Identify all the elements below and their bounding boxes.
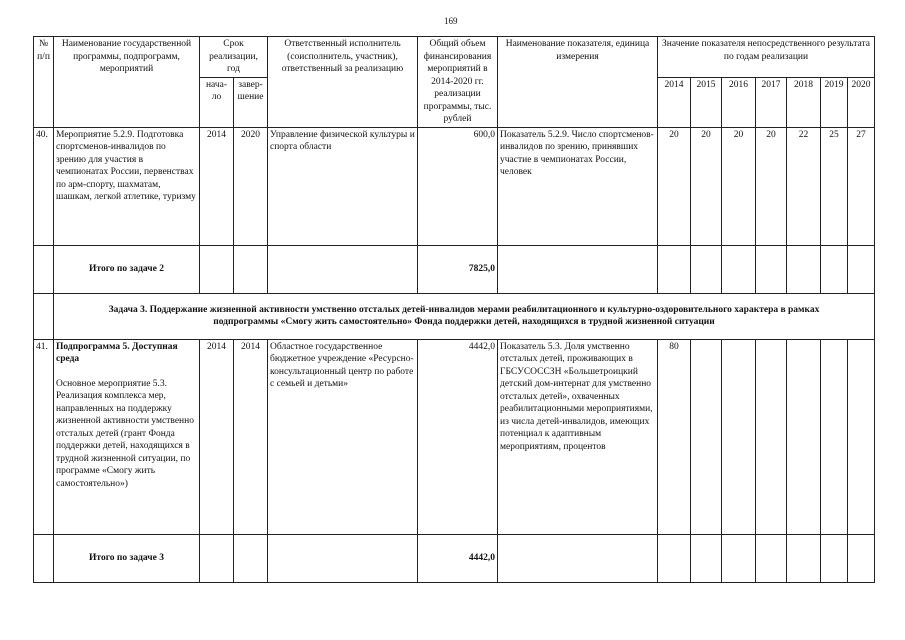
table-row bbox=[34, 127, 875, 245]
value-2017: 20 bbox=[756, 127, 787, 245]
header-values-title: Значение показателя непосредственного результата по годам реализации bbox=[658, 37, 875, 78]
year-2018: 2018 bbox=[787, 77, 821, 127]
value-2014: 80 bbox=[658, 339, 691, 534]
row-executor: Областное государственное бюджетное учреждение «Ресурсно-консультационный центр по работе с семьей и детьми» bbox=[268, 339, 418, 534]
row-executor: Управление физической культуры и спорта области bbox=[268, 127, 418, 245]
total-label: Итого по задаче 2 bbox=[54, 245, 200, 293]
program-table bbox=[33, 36, 875, 583]
year-2017: 2017 bbox=[756, 77, 787, 127]
header-term-end: завер-шение bbox=[234, 77, 268, 127]
value-2016: 20 bbox=[722, 127, 756, 245]
year-2020: 2020 bbox=[848, 77, 875, 127]
header-name: Наименование государственной программы, подпрограмм, мероприятий bbox=[54, 37, 200, 128]
task-heading bbox=[54, 293, 875, 339]
value-2015 bbox=[691, 339, 722, 534]
year-2016: 2016 bbox=[722, 77, 756, 127]
total-row bbox=[34, 534, 875, 582]
year-2015: 2015 bbox=[691, 77, 722, 127]
row-funding: 4442,0 bbox=[418, 339, 498, 534]
row-funding: 600,0 bbox=[418, 127, 498, 245]
table-row bbox=[34, 339, 875, 534]
row-name: Основное мероприятие 5.3. Реализация комплекса мер, направленных на поддержку жизненной активности умственно отсталых детей (грант Фонда поддержки детей, находящихся в трудной жизненной ситуации, по программе «Смогу жить самостоятельно») bbox=[56, 378, 194, 489]
total-row bbox=[34, 245, 875, 293]
value-2019 bbox=[821, 339, 848, 534]
value-2018 bbox=[787, 339, 821, 534]
year-2019: 2019 bbox=[821, 77, 848, 127]
value-2016 bbox=[722, 339, 756, 534]
row-num: 40. bbox=[34, 127, 54, 245]
header-indicator: Наименование показателя, единица измерения bbox=[498, 37, 658, 128]
task-row bbox=[34, 293, 875, 339]
total-label: Итого по задаче 3 bbox=[54, 534, 200, 582]
header-funding: Общий объем финансирования мероприятий в 2014-2020 гг. реализации программы, тыс. рублей bbox=[418, 37, 498, 128]
row-start: 2014 bbox=[200, 127, 234, 245]
row-start: 2014 bbox=[200, 339, 234, 534]
row-name: Мероприятие 5.2.9. Подготовка спортсменов-инвалидов по зрению для участия в чемпионатах России, первенствах по арм-спорту, шахматам, шашкам, легкой атлетике, туризму bbox=[54, 127, 200, 245]
value-2020 bbox=[848, 339, 875, 534]
year-2014: 2014 bbox=[658, 77, 691, 127]
value-2020: 27 bbox=[848, 127, 875, 245]
header-executor: Ответственный исполнитель (соисполнитель, участник), ответственный за реализацию bbox=[268, 37, 418, 128]
value-2014: 20 bbox=[658, 127, 691, 245]
value-2019: 25 bbox=[821, 127, 848, 245]
total-funding: 7825,0 bbox=[418, 245, 498, 293]
value-2015: 20 bbox=[691, 127, 722, 245]
header-num: № п/п bbox=[34, 37, 54, 128]
row-subprogram: Подпрограмма 5. Доступная среда bbox=[56, 341, 178, 364]
row-num: 41. bbox=[34, 339, 54, 534]
row-end: 2020 bbox=[234, 127, 268, 245]
header-term-start: нача-ло bbox=[200, 77, 234, 127]
value-2017 bbox=[756, 339, 787, 534]
row-indicator: Показатель 5.3. Доля умственно отсталых детей, проживающих в ГБСУСОССЗН «Большетроицкий детский дом-интернат для умственно отсталых детей», охваченных реабилитационными мероприятиями, из числа детей-инвалидов, имеющих потенциал к адаптивным мероприятиям, процентов bbox=[498, 339, 658, 534]
row-indicator: Показатель 5.2.9. Число спортсменов-инвалидов по зрению, принявших участие в чемпионатах России, человек bbox=[498, 127, 658, 245]
row-end: 2014 bbox=[234, 339, 268, 534]
task-heading-line1: Задача 3. Поддержание жизненной активности умственно отсталых детей-инвалидов мерами реабилитационного и культурно-оздоровительного характера в рамках bbox=[108, 304, 820, 315]
header-term: Срок реализации, год bbox=[200, 37, 268, 78]
task-heading-line2: подпрограммы «Смогу жить самостоятельно» Фонда поддержки детей, находящихся в трудной жизненной ситуации bbox=[213, 317, 715, 327]
page-number: 169 bbox=[444, 16, 458, 26]
row-name-cell bbox=[54, 339, 200, 534]
value-2018: 22 bbox=[787, 127, 821, 245]
header-row bbox=[34, 37, 875, 78]
total-funding: 4442,0 bbox=[418, 534, 498, 582]
